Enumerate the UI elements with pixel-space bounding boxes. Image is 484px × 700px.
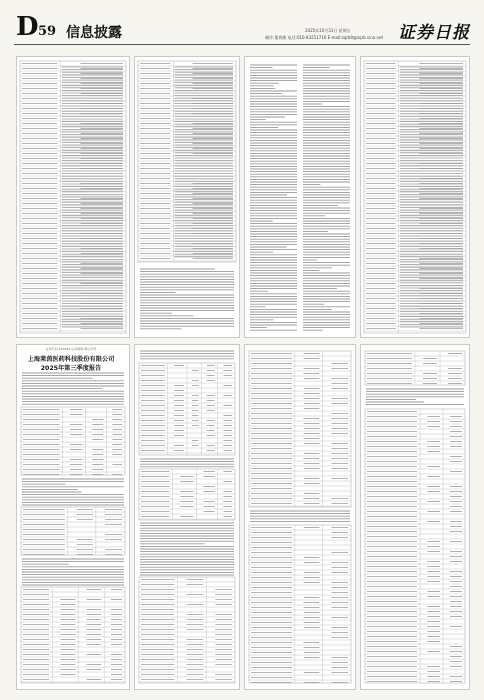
page-letter: D xyxy=(16,12,39,42)
table-frame xyxy=(249,525,351,683)
page-header xyxy=(0,0,484,50)
lower-column-2 xyxy=(134,344,240,690)
table-frame xyxy=(21,587,125,683)
lower-column-3 xyxy=(244,344,356,690)
text-block xyxy=(17,345,129,689)
upper-column-3 xyxy=(244,56,356,338)
company-name: 上海莱茵医药科技股份有限公司 xyxy=(27,356,115,363)
text-block xyxy=(361,345,469,689)
text-block xyxy=(245,57,355,337)
text-block xyxy=(135,345,239,689)
text-block xyxy=(17,57,129,337)
lower-column-4 xyxy=(360,344,470,690)
text-block xyxy=(245,345,355,689)
lower-column-1-quarterly-report xyxy=(16,344,130,690)
page-number: 59 xyxy=(38,24,57,39)
contact-line: 制作:董春敏 电话:010-83251716 E-mail:zqrb9@zqrb.sina.net xyxy=(265,35,384,40)
upper-column-1 xyxy=(16,56,130,338)
text-block xyxy=(135,57,239,337)
table-frame xyxy=(365,409,465,683)
dateline: 2025年10月31日 星期五 xyxy=(305,28,351,33)
newspaper-logo: 证券日报 xyxy=(398,23,470,43)
upper-column-2 xyxy=(134,56,240,338)
text-block xyxy=(361,57,469,337)
stock-code-line: 证券代码:603290 证券简称:斯达半导 xyxy=(45,347,97,351)
section-title: 信息披露 xyxy=(66,25,122,41)
upper-column-4 xyxy=(360,56,470,338)
report-title: 2025年第三季度报告 xyxy=(40,365,102,372)
header-rule xyxy=(14,44,470,45)
